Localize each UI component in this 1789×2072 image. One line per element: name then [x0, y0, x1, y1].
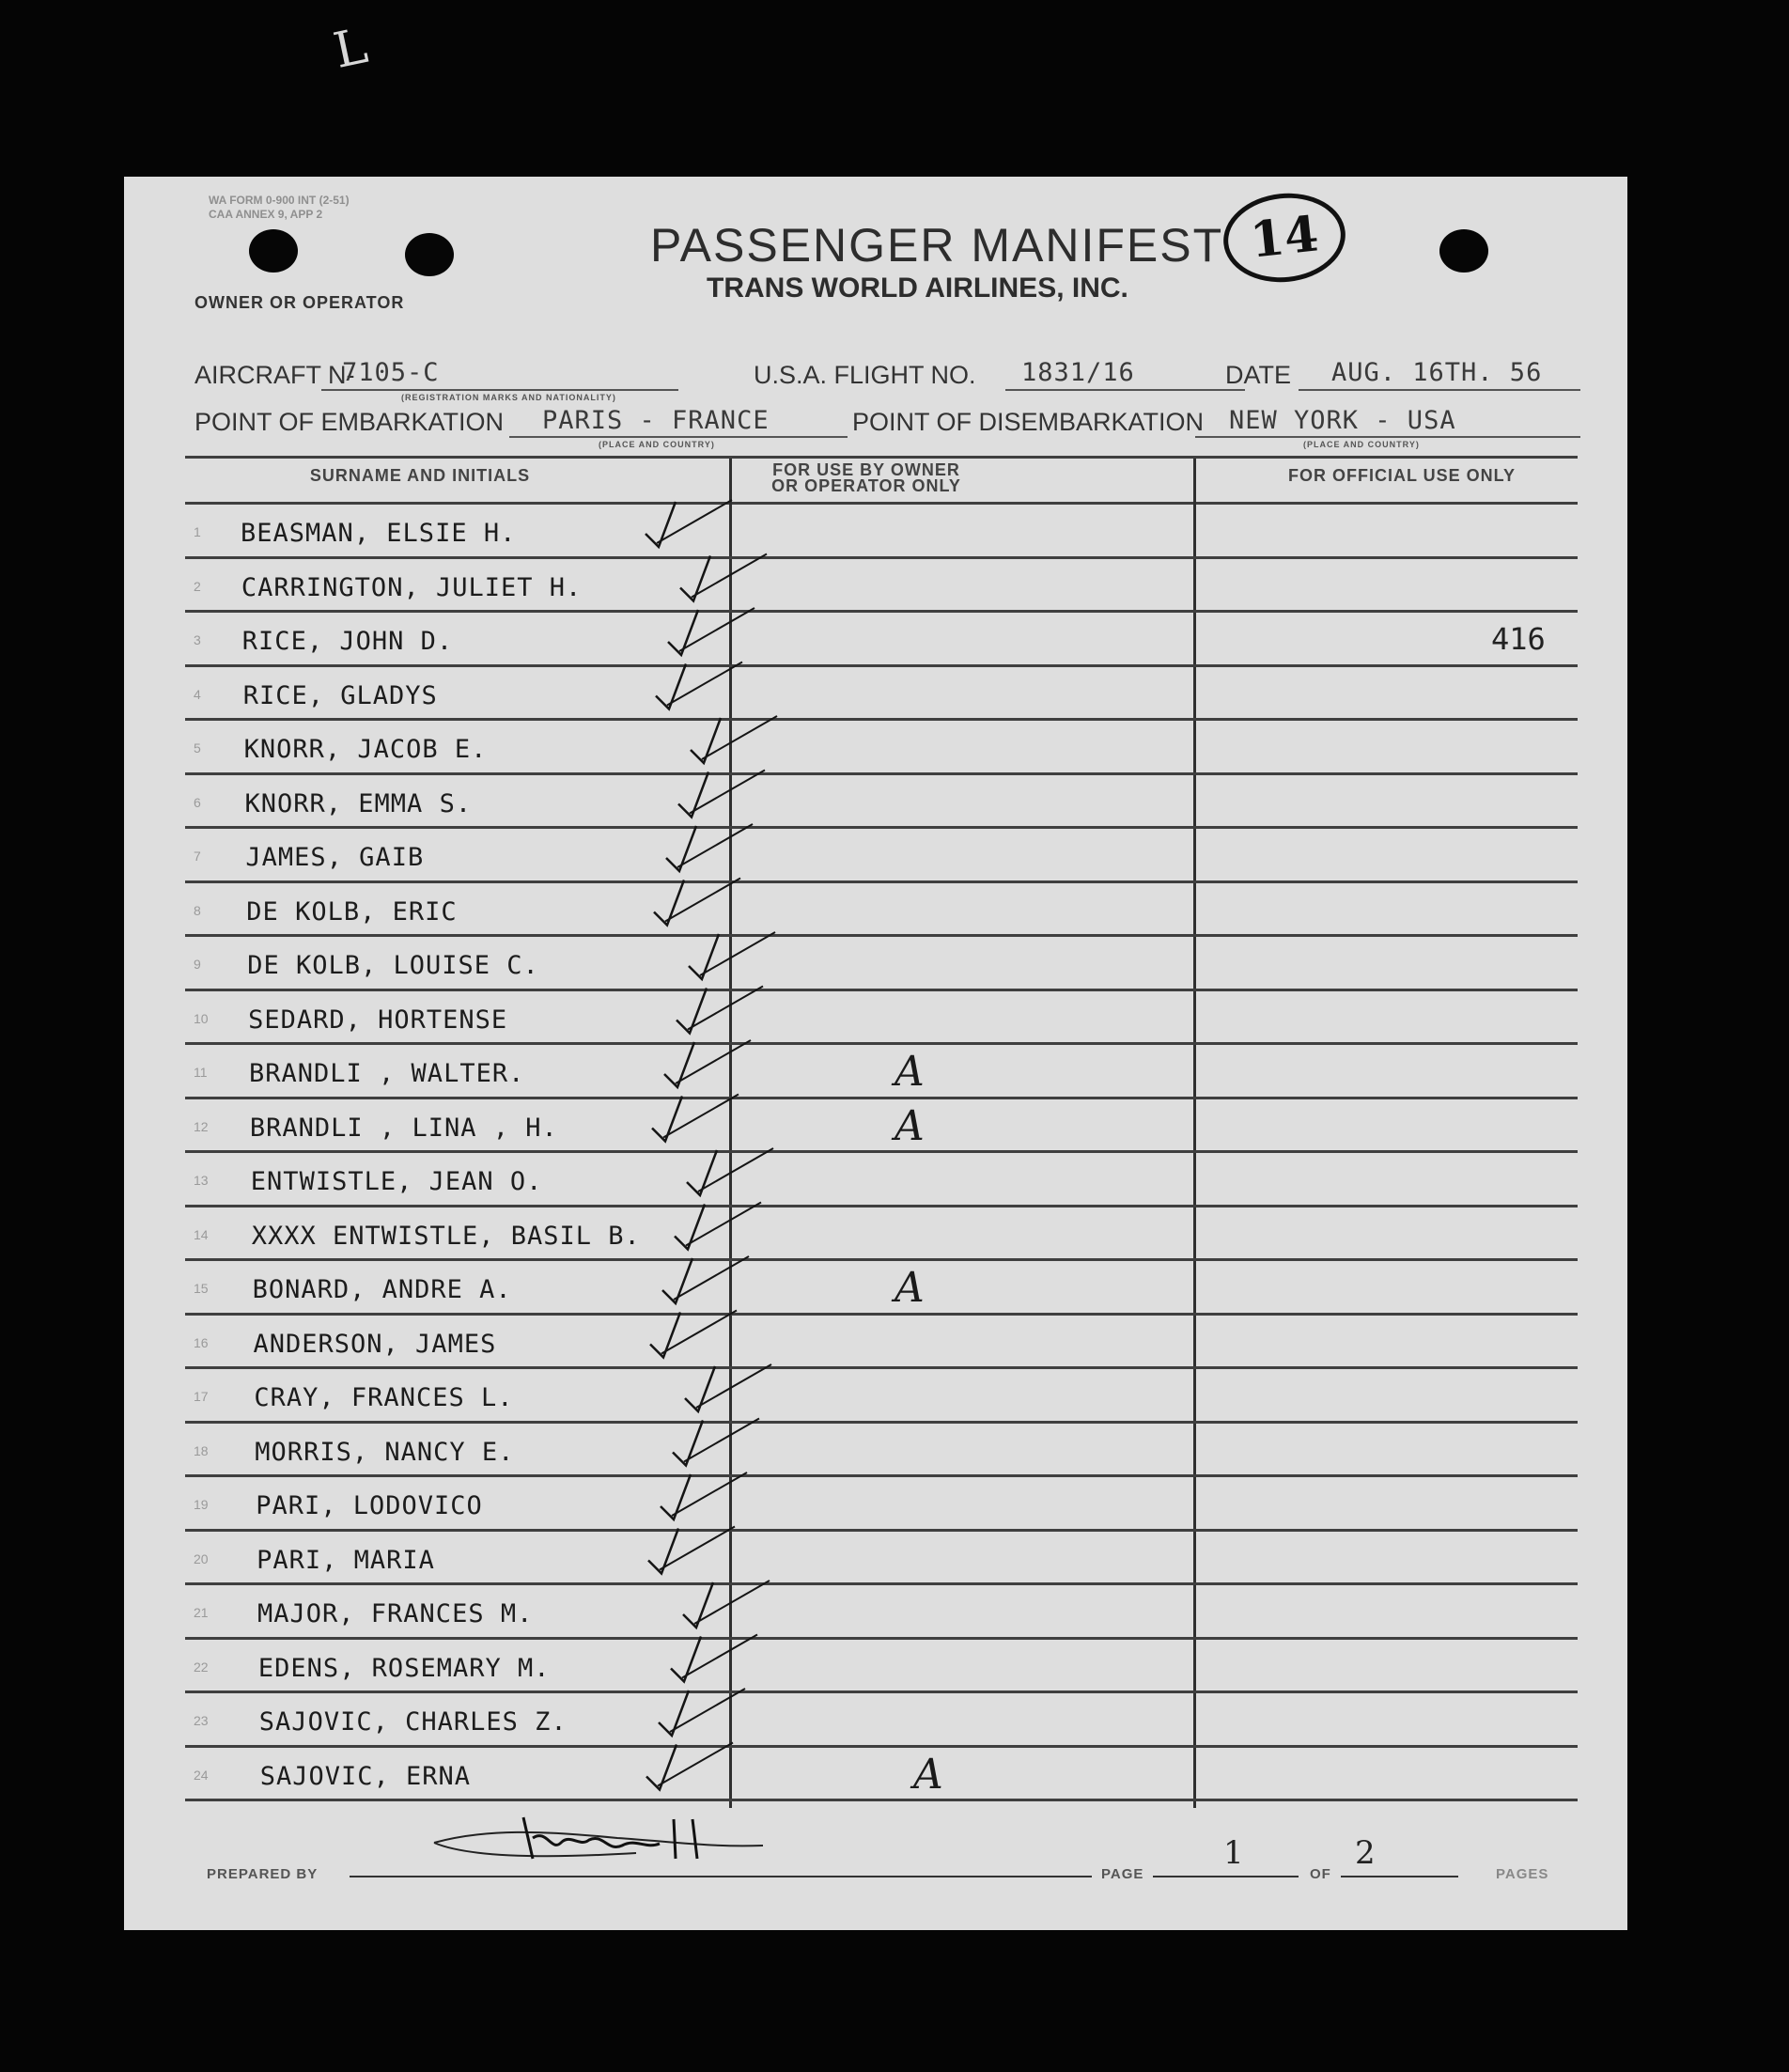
passenger-name: PARI, LODOVICO: [256, 1491, 483, 1520]
page-label: PAGE: [1101, 1866, 1144, 1882]
page-underline: [1153, 1876, 1299, 1877]
passenger-name: PARI, MARIA: [257, 1545, 435, 1575]
row-number: 8: [194, 902, 201, 918]
disembarkation-note: (PLACE AND COUNTRY): [1303, 440, 1420, 449]
of-label: OF: [1310, 1866, 1331, 1882]
passenger-name: BONARD, ANDRE A.: [252, 1275, 512, 1304]
row-number: 1: [194, 524, 201, 539]
passenger-name: RICE, JOHN D.: [241, 627, 454, 656]
row-number: 3: [194, 632, 201, 647]
row-number: 14: [194, 1226, 209, 1242]
passenger-name: CRAY, FRANCES L.: [254, 1383, 514, 1412]
aircraft-value: 7105-C: [342, 358, 440, 387]
prepared-by-label: PREPARED BY: [207, 1866, 319, 1882]
passenger-name: KNORR, JACOB E.: [243, 735, 488, 764]
date-value: AUG. 16TH. 56: [1331, 358, 1543, 387]
disembarkation-label: POINT OF DISEMBARKATION: [852, 408, 1205, 436]
prepared-by-underline: [350, 1876, 1092, 1877]
row-number: 2: [194, 578, 201, 594]
row-number: 19: [194, 1497, 209, 1512]
row-number: 5: [194, 740, 201, 756]
column-header-official-use: FOR OFFICIAL USE ONLY: [1287, 466, 1517, 485]
signature: [429, 1810, 768, 1866]
aircraft-note: (REGISTRATION MARKS AND NATIONALITY): [401, 393, 616, 402]
passenger-name: BRANDLI , LINA , H.: [249, 1113, 558, 1143]
passenger-name: JAMES, GAIB: [245, 843, 425, 872]
passenger-name: SAJOVIC, ERNA: [259, 1761, 472, 1791]
passenger-name: DE KOLB, LOUISE C.: [247, 951, 539, 980]
owner-operator-label: OWNER OR OPERATOR: [194, 293, 405, 312]
passenger-name: ANDERSON, JAMES: [253, 1329, 497, 1359]
row-number: 22: [194, 1659, 209, 1675]
row-number: 13: [194, 1173, 209, 1188]
flight-label: U.S.A. FLIGHT NO.: [754, 361, 976, 389]
passenger-name: SEDARD, HORTENSE: [248, 1005, 508, 1035]
owner-use-mark: A: [894, 1264, 925, 1312]
row-number: 16: [194, 1334, 209, 1350]
disembarkation-value: NEW YORK - USA: [1229, 406, 1456, 435]
row-number: 11: [194, 1065, 208, 1080]
official-use-value: 416: [1491, 621, 1546, 657]
row-number: 4: [194, 686, 201, 702]
row-number: 12: [194, 1118, 209, 1134]
form-number-line: WA FORM 0-900 INT (2-51): [209, 194, 350, 207]
owner-use-mark: A: [894, 1101, 925, 1150]
corner-mark: L: [329, 18, 373, 80]
passenger-name: KNORR, EMMA S.: [244, 788, 473, 818]
page-number: 1: [1223, 1834, 1244, 1872]
row-number: 23: [194, 1713, 209, 1728]
form-annex-line: CAA ANNEX 9, APP 2: [209, 208, 323, 221]
passenger-name: MAJOR, FRANCES M.: [257, 1599, 534, 1628]
date-label: DATE: [1225, 361, 1292, 389]
row-number: 20: [194, 1550, 209, 1566]
owner-use-mark: A: [894, 1048, 925, 1096]
embarkation-note: (PLACE AND COUNTRY): [599, 440, 715, 449]
passenger-name: BEASMAN, ELSIE H.: [241, 519, 517, 548]
embarkation-label: POINT OF EMBARKATION: [194, 408, 505, 436]
row-number: 7: [194, 849, 201, 864]
circled-page-number: 14: [1219, 187, 1349, 288]
pages-label: PAGES: [1496, 1866, 1549, 1882]
row-number: 6: [194, 794, 201, 810]
row-number: 9: [194, 957, 201, 972]
passenger-name: RICE, GLADYS: [242, 680, 438, 710]
passenger-name: DE KOLB, ERIC: [246, 896, 458, 927]
passenger-name: EDENS, ROSEMARY M.: [257, 1653, 551, 1683]
passenger-name: XXXX ENTWISTLE, BASIL B.: [251, 1221, 641, 1251]
row-number: 17: [194, 1389, 209, 1404]
airline-name: TRANS WORLD AIRLINES, INC.: [707, 273, 1128, 304]
aircraft-label: AIRCRAFT N-: [194, 361, 355, 389]
page-title: PASSENGER MANIFEST: [650, 219, 1224, 272]
row-number: 10: [194, 1010, 209, 1026]
passenger-name: ENTWISTLE, JEAN O.: [250, 1167, 543, 1196]
row-number: 18: [194, 1442, 209, 1458]
passenger-name: CARRINGTON, JULIET H.: [241, 572, 583, 602]
pages-underline: [1341, 1876, 1458, 1877]
row-number: 21: [194, 1605, 209, 1620]
owner-use-header-text: FOR USE BY OWNER OR OPERATOR ONLY: [771, 460, 961, 495]
total-pages: 2: [1355, 1834, 1376, 1872]
row-number: 24: [194, 1767, 209, 1783]
column-header-surname: SURNAME AND INITIALS: [309, 466, 531, 485]
passenger-name: SAJOVIC, CHARLES Z.: [258, 1707, 568, 1737]
embarkation-value: PARIS - FRANCE: [542, 406, 770, 435]
check-marks: [124, 177, 1627, 1930]
row-number: 15: [194, 1281, 209, 1296]
owner-use-mark: A: [913, 1750, 943, 1799]
flight-value: 1831/16: [1021, 358, 1135, 387]
passenger-name: BRANDLI , WALTER.: [249, 1059, 525, 1088]
passenger-name: MORRIS, NANCY E.: [255, 1437, 515, 1467]
manifest-sheet: [124, 177, 1627, 1930]
